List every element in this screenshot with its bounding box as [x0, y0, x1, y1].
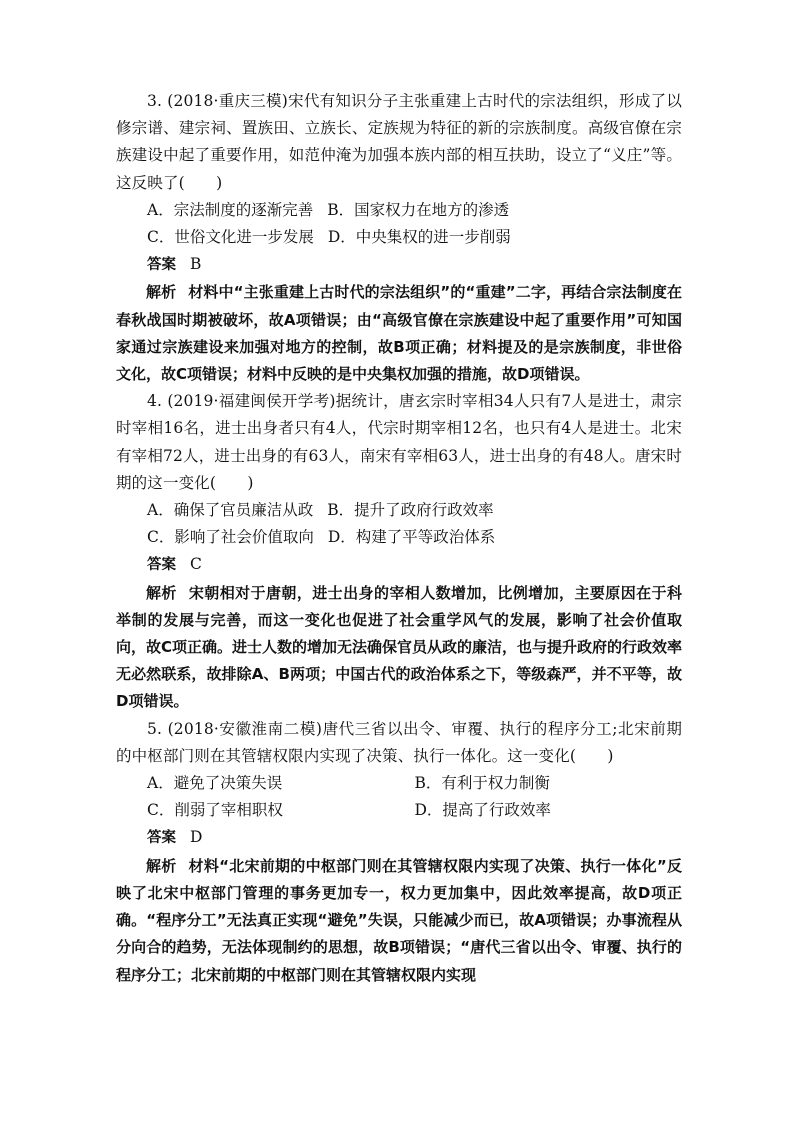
answer-label: 答案	[147, 257, 176, 274]
option-row	[116, 524, 682, 551]
question-page	[116, 88, 682, 989]
answer-label: 答案	[147, 557, 176, 574]
option-row	[116, 197, 682, 224]
option-c: C．削弱了宰相职权	[147, 801, 283, 820]
analysis-label: 解析	[146, 856, 177, 875]
option-d: D．提高了行政效率	[414, 801, 551, 820]
option-a: A．确保了官员廉洁从政	[147, 501, 314, 520]
analysis-paragraph	[116, 279, 682, 388]
option-c: C．世俗文化进一步发展	[147, 228, 314, 247]
answer-line	[116, 551, 682, 579]
option-row	[116, 797, 682, 824]
analysis-text: 宋朝相对于唐朝，进士出身的宰相人数增加，比例增加，主要原因在于科举制的发展与完善，而这一变化也促进了社会重学风气的发展，影响了社会价值取向，故C项正确。进士人数的增加无法确保官员从政的廉洁，也与提升政府的行政效率无必然联系，故排除A、B两项；中国古代的政治体系之下，等级森严，并不平等，故D项错误。	[116, 583, 683, 711]
answer-value: D	[190, 828, 203, 847]
option-c: C．影响了社会价值取向	[147, 528, 314, 547]
answer-label: 答案	[147, 830, 176, 847]
analysis-label: 解析	[146, 583, 177, 602]
question-4	[116, 388, 682, 715]
analysis-label: 解析	[146, 283, 177, 302]
analysis-paragraph	[116, 853, 682, 989]
option-row	[116, 770, 682, 797]
option-row	[116, 497, 682, 524]
question-stem: 4. (2019·福建闽侯开学考)据统计，唐玄宗时宰相34人只有7人是进士，肃宗时宰相16名，进士出身者只有4人，代宗时期宰相12名，也只有4人是进士。北宋有宰相72人，进士出身的有63人，南宋有宰相63人，进士出身的有48人。唐宋时期的这一变化( )	[116, 392, 682, 492]
answer-line	[116, 824, 682, 852]
analysis-text: 材料“北宋前期的中枢部门则在其管辖权限内实现了决策、执行一体化”反映了北宋中枢部门管理的事务更加专一，权力更加集中，因此效率提高，故D项正确。“程序分工”无法真正实现“避免”失误，只能减少而已，故A项错误；办事流程从分向合的趋势，无法体现制约的思想，故B项错误；“唐代三省以出令、审覆、执行的程序分工；北宋前期的中枢部门则在其管辖权限内实现	[116, 856, 682, 984]
question-5	[116, 716, 682, 989]
option-a: A．宗法制度的逐渐完善	[147, 200, 314, 219]
answer-line	[116, 251, 682, 279]
question-stem: 3. (2018·重庆三模)宋代有知识分子主张重建上古时代的宗法组织，形成了以修宗谱、建宗祠、置族田、立族长、定族规为特征的新的宗族制度。高级官僚在宗族建设中起了重要作用，如范仲淹为加强本族内部的相互扶助，设立了“义庄”等。这反映了( )	[116, 92, 682, 192]
question-3	[116, 88, 682, 388]
option-b: B．提升了政府行政效率	[327, 501, 494, 520]
option-a: A．避免了决策失误	[147, 774, 283, 793]
option-d: D．构建了平等政治体系	[327, 528, 496, 547]
answer-value: C	[190, 555, 202, 574]
option-b: B．国家权力在地方的渗透	[327, 200, 510, 219]
option-row	[116, 224, 682, 251]
question-stem: 5. (2018·安徽淮南二模)唐代三省以出令、审覆、执行的程序分工;北宋前期的中枢部门则在其管辖权限内实现了决策、执行一体化。这一变化( )	[116, 719, 682, 765]
option-b: B．有利于权力制衡	[414, 774, 550, 793]
answer-value: B	[190, 255, 202, 274]
analysis-paragraph	[116, 580, 682, 716]
option-d: D．中央集权的进一步削弱	[327, 228, 511, 247]
analysis-text: 材料中“主张重建上古时代的宗法组织”的“重建”二字，再结合宗法制度在春秋战国时期被破坏，故A项错误；由“高级官僚在宗族建设中起了重要作用”可知国家通过宗族建设来加强对地方的控制，故B项正确；材料提及的是宗族制度，非世俗文化，故C项错误；材料中反映的是中央集权加强的措施，故D项错误。	[116, 283, 682, 384]
